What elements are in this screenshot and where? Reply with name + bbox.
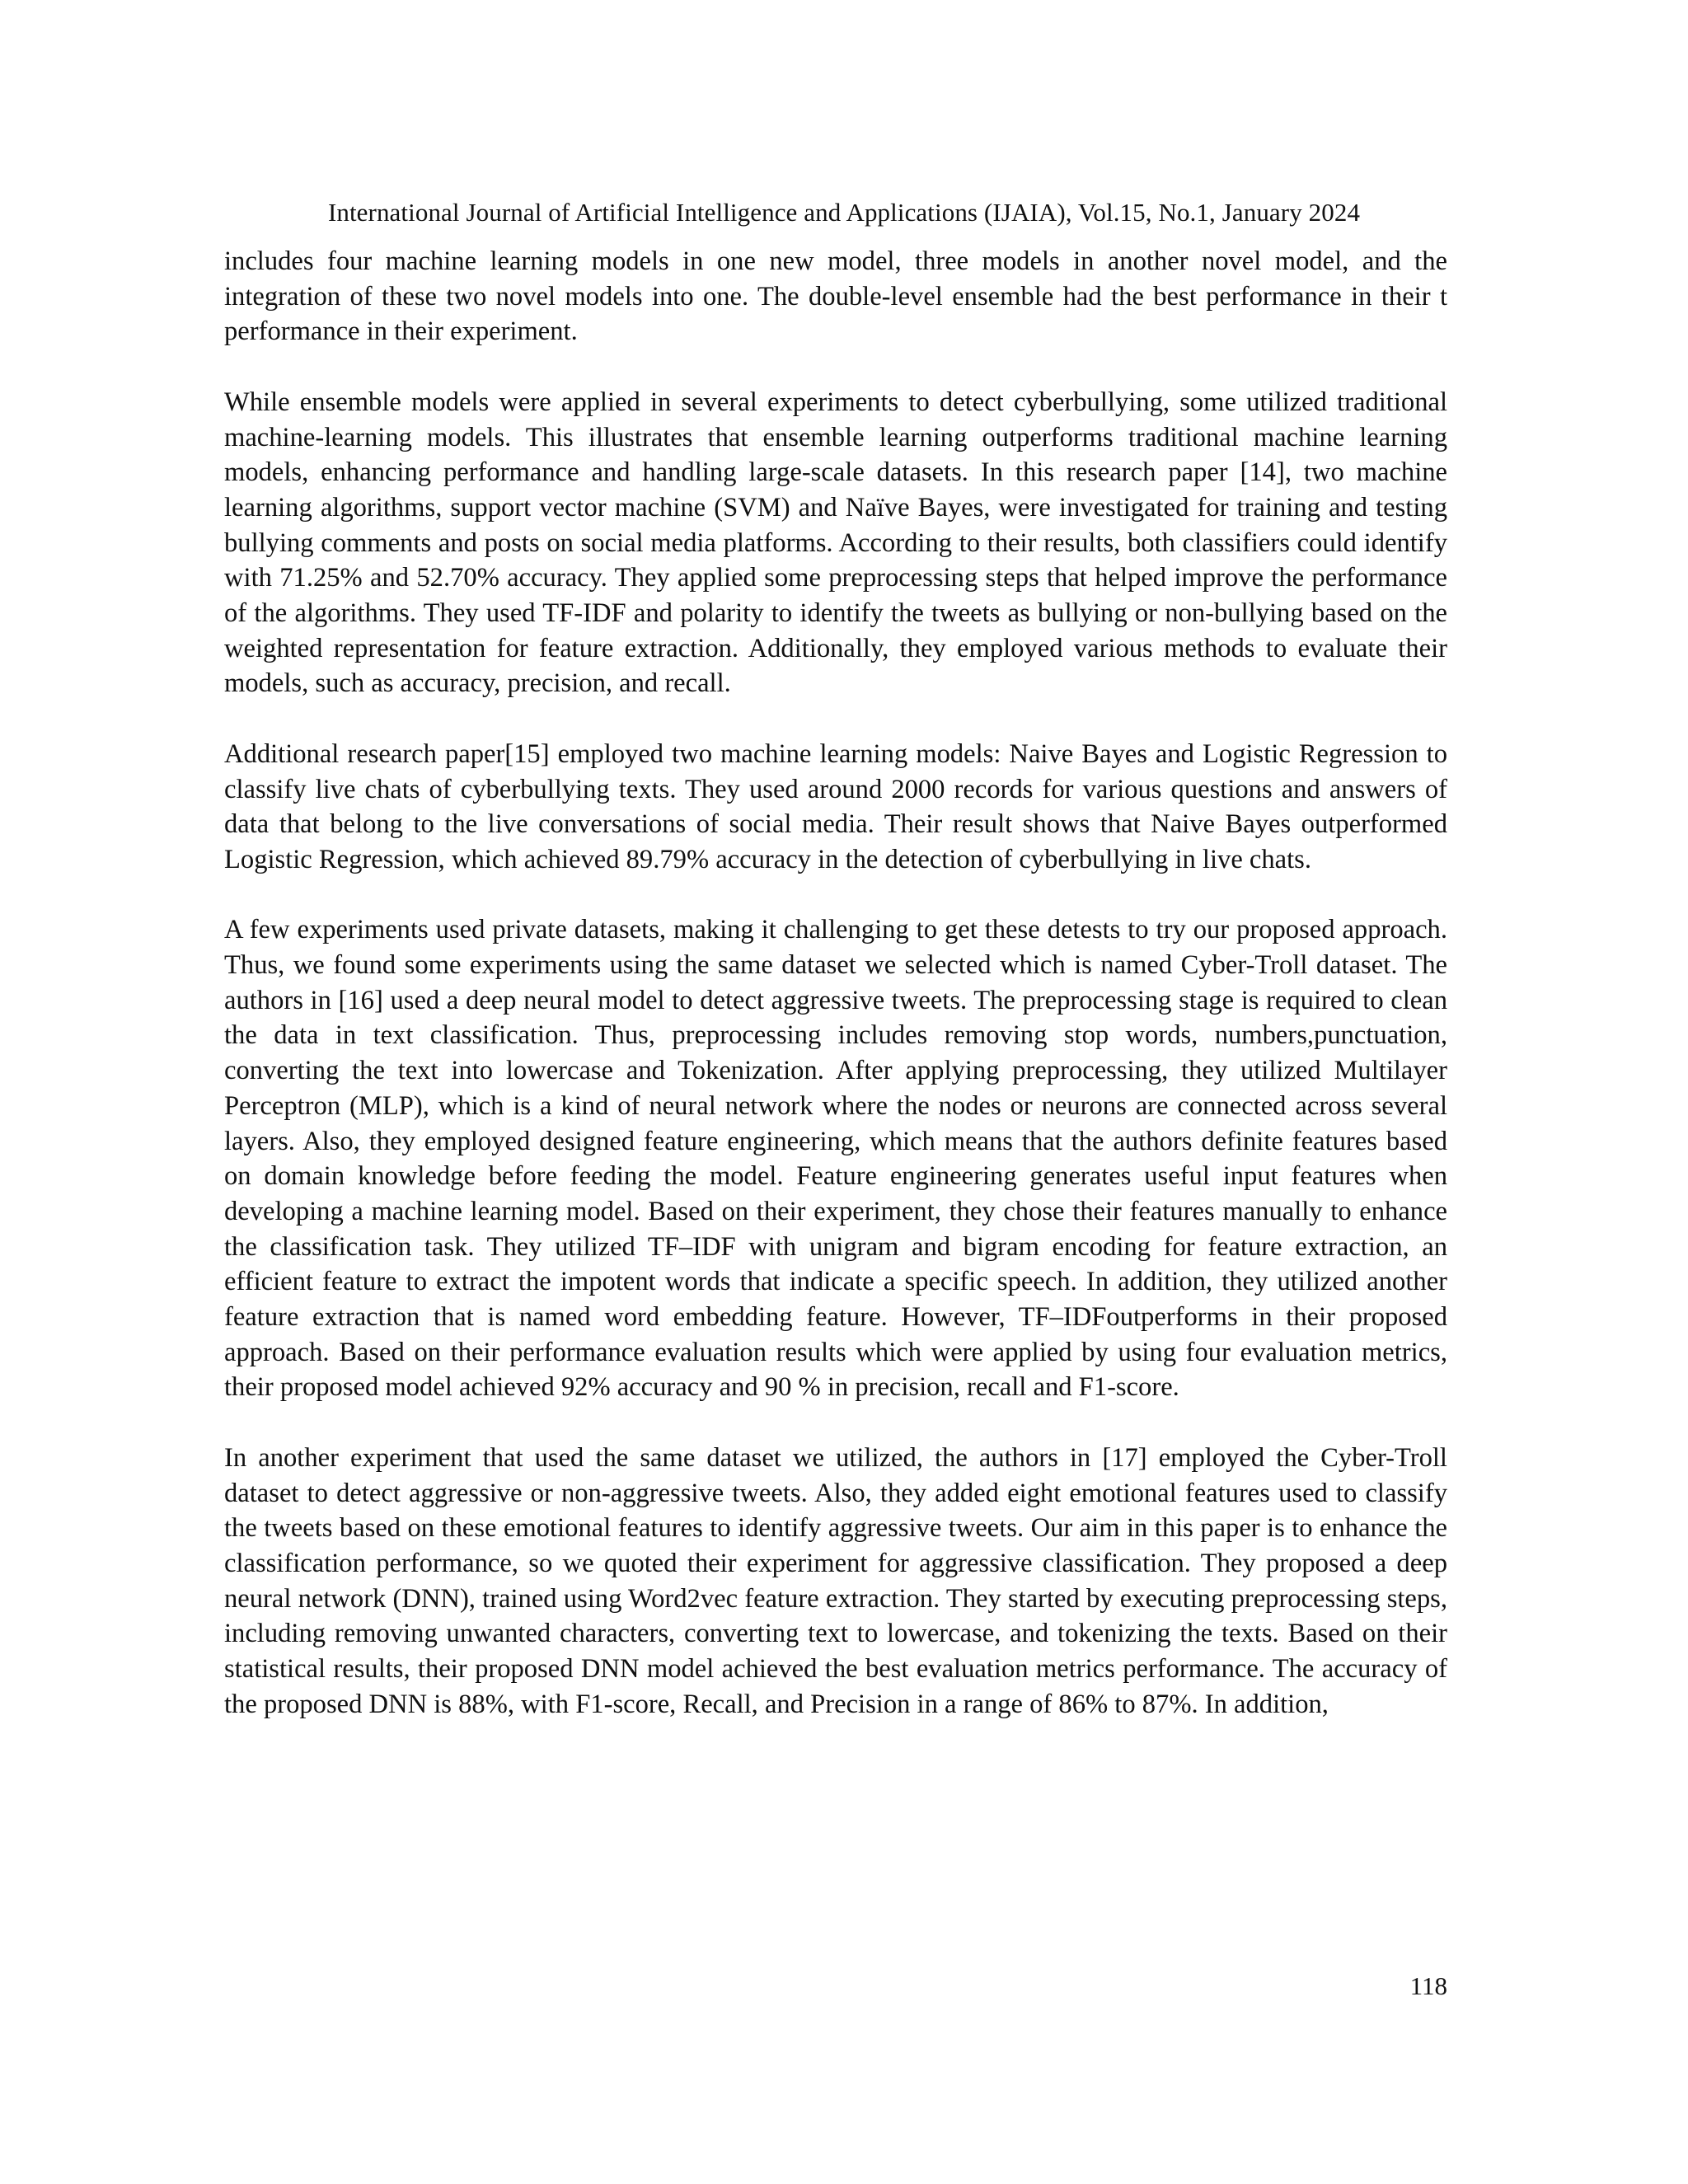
paragraph-live-chats: Additional research paper[15] employed two machine learning models: Naive Bayes and Logistic Regression to classify live chats of cyberbullying texts. They used around 2000 records for various questions and answers of data that belong to the live conversations of social media. Their result shows that Naive Bayes outperformed Logistic Regression, which achieved 89.79% accuracy in the detection of cyberbullying in live chats. — [224, 738, 1447, 874]
paragraph-ensemble-continuation: includes four machine learning models in one new model, three models in another novel model, and the integration of these two novel models into one. The double-level ensemble had the best performance in their t performance in their experiment. — [224, 246, 1447, 347]
paragraph-cyber-troll-mlp: A few experiments used private datasets, making it challenging to get these detests to try our proposed approach. Thus, we found some experiments using the same dataset we selected which is named Cyber-Troll dataset. The authors in [16] used a deep neural model to detect aggressive tweets. The preprocessing stage is required to clean the data in text classification. Thus, preprocessing includes removing stop words, numbers,punctuation, converting the text into lowercase and Tokenization. After applying preprocessing, they utilized Multilayer Perceptron (MLP), which is a kind of neural network where the nodes or neurons are connected across several layers. Also, they employed designed feature engineering, which means that the authors definite features based on domain knowledge before feeding the model. Feature engineering generates useful input features when developing a machine learning model. Based on their experiment, they chose their features manually to enhance the classification task. They utilized TF–IDF with unigram and bigram encoding for feature extraction, an efficient feature to extract the impotent words that indicate a specific speech. In addition, they utilized another feature extraction that is named word embedding feature. However, TF–IDFoutperforms in their proposed approach. Based on their performance evaluation results which were applied by using four evaluation metrics, their proposed model achieved 92% accuracy and 90 % in precision, recall and F1-score. — [224, 915, 1447, 1403]
body-text — [224, 244, 1447, 1722]
paragraph-traditional-ml: While ensemble models were applied in several experiments to detect cyberbullying, some utilized traditional machine-learning models. This illustrates that ensemble learning outperforms traditional machine learning models, enhancing performance and handling large-scale datasets. In this research paper [14], two machine learning algorithms, support vector machine (SVM) and Naïve Bayes, were investigated for training and testing bullying comments and posts on social media platforms. According to their results, both classifiers could identify with 71.25% and 52.70% accuracy. They applied some preprocessing steps that helped improve the performance of the algorithms. They used TF-IDF and polarity to identify the tweets as bullying or non-bullying based on the weighted representation for feature extraction. Additionally, they employed various methods to evaluate their models, such as accuracy, precision, and recall. — [224, 387, 1447, 699]
running-header: International Journal of Artificial Intelligence and Applications (IJAIA), Vol.15, No.1, January 2024 — [327, 198, 1361, 227]
page-number: 118 — [1409, 1971, 1447, 2000]
paragraph-cyber-troll-dnn: In another experiment that used the same dataset we utilized, the authors in [17] employed the Cyber-Troll dataset to detect aggressive or non-aggressive tweets. Also, they added eight emotional features used to classify the tweets based on these emotional features to identify aggressive tweets. Our aim in this paper is to enhance the classification performance, so we quoted their experiment for aggressive classification. They proposed a deep neural network (DNN), trained using Word2vec feature extraction. They started by executing preprocessing steps, including removing unwanted characters, converting text to lowercase, and tokenizing the texts. Based on their statistical results, their proposed DNN model achieved the best evaluation metrics performance. The accuracy of the proposed DNN is 88%, with F1-score, Recall, and Precision in a range of 86% to 87%. In addition, — [224, 1442, 1447, 1719]
